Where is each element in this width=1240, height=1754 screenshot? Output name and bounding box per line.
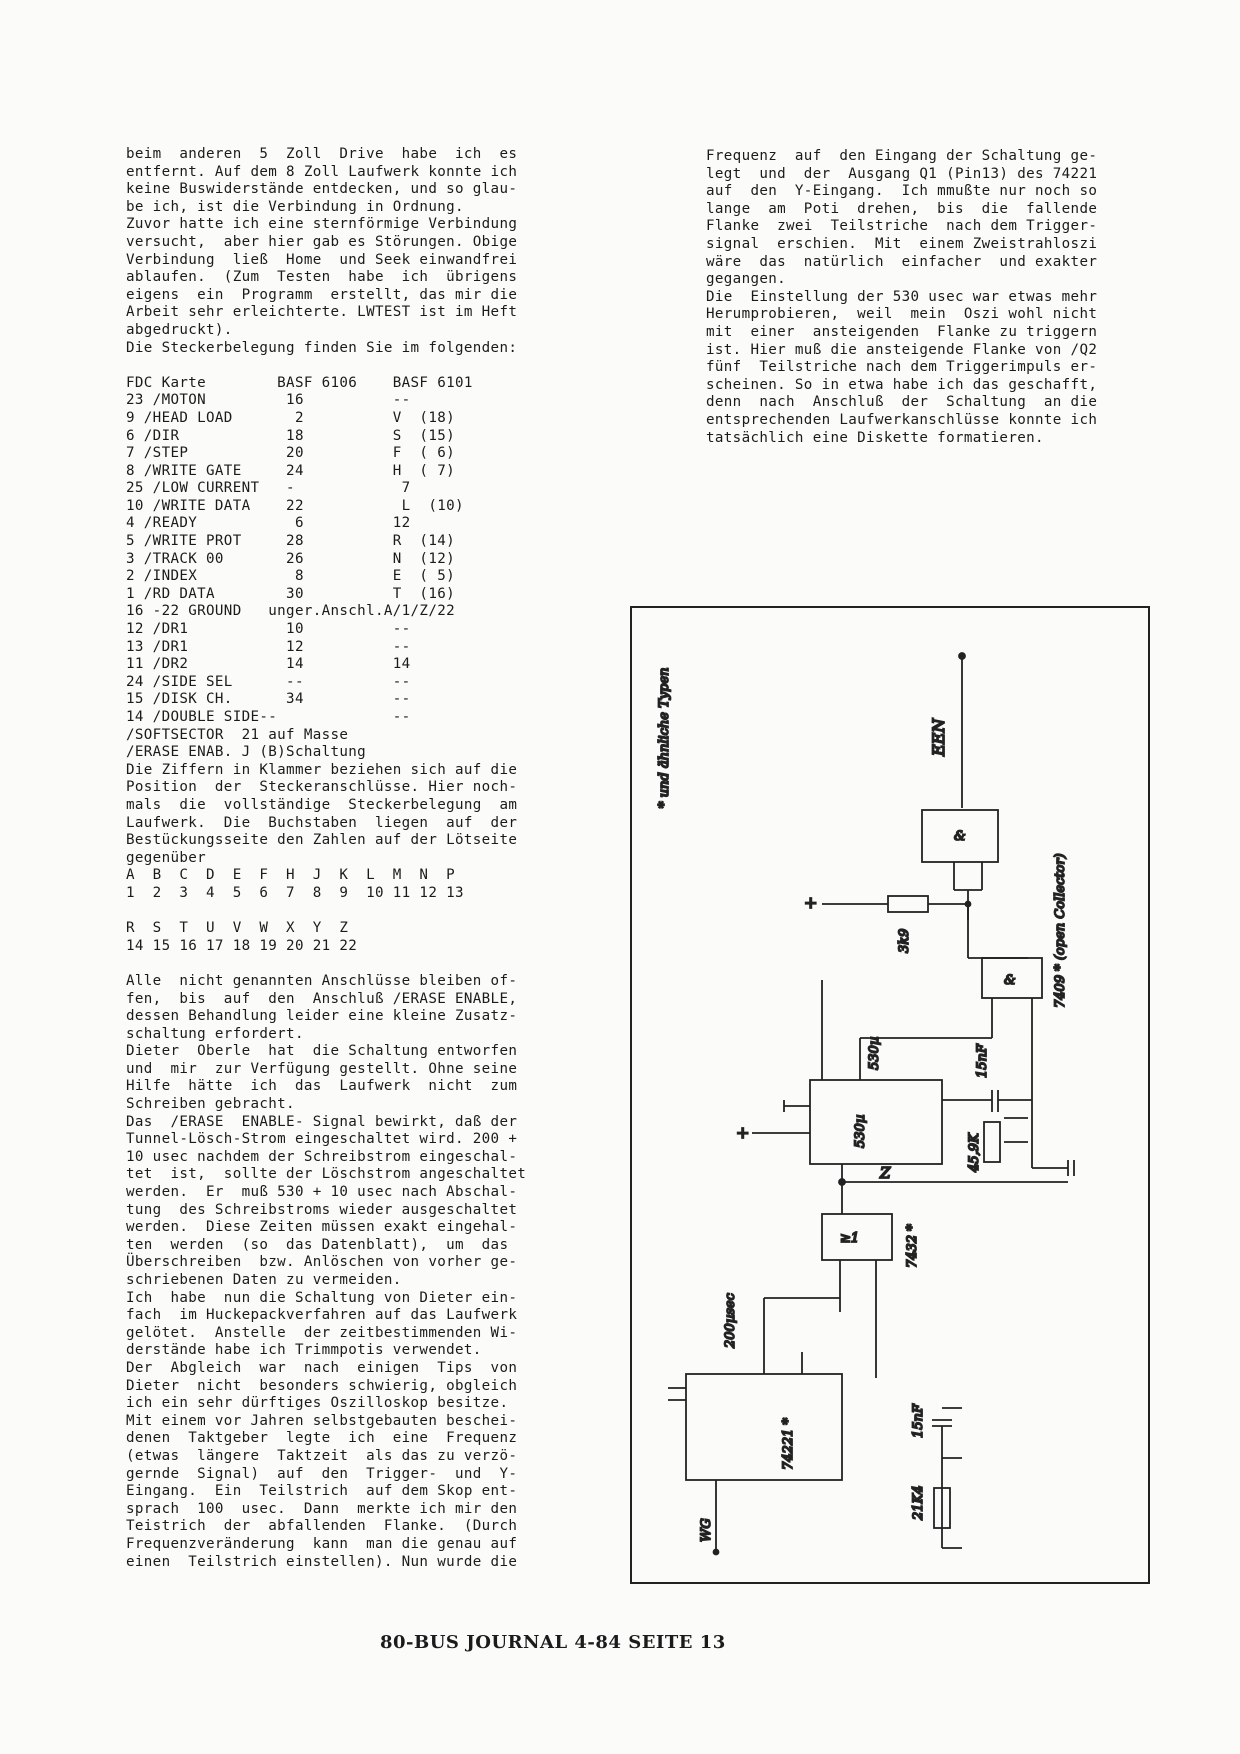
ic-74221-label: 74221 * [781, 1418, 796, 1470]
text-line: (etwas längere Taktzeit als das zu verzö- [126, 1447, 518, 1464]
text-line: fünf Teilstriche nach dem Triggerimpuls er- [706, 359, 1098, 376]
text-line: legt und der Ausgang Q1 (Pin13) des 74221 [706, 165, 1098, 182]
text-line: Teistrich der abfallenden Flanke. (Durch [126, 1518, 518, 1535]
text-line: Die Steckerbelegung finden Sie im folgenden: [126, 339, 518, 356]
text-line: Zuvor hatte ich eine sternförmige Verbindung [126, 216, 518, 233]
text-line: fen, bis auf den Anschluß /ERASE ENABLE, [126, 990, 518, 1007]
text-line: schaltung erfordert. [126, 1025, 304, 1042]
page-footer: 80-BUS JOURNAL 4-84 SEITE 13 [380, 1632, 726, 1653]
text-line: 3 /TRACK 00 26 N (12) [126, 550, 455, 567]
text-line: 25 /LOW CURRENT - 7 [126, 480, 411, 497]
left-text-column [126, 146, 596, 1571]
text-line: eigens ein Programm erstellt, das mir die [126, 286, 518, 303]
text-line: gegenüber [126, 849, 207, 866]
text-line: 12 /DR1 10 -- [126, 621, 411, 638]
plus-supply: + [804, 893, 818, 912]
text-line: /SOFTSECTOR 21 auf Masse [126, 726, 349, 743]
text-line: 1 /RD DATA 30 T (16) [126, 585, 455, 602]
text-line: 6 /DIR 18 S (15) [126, 427, 455, 444]
text-line: 15 /DISK CH. 34 -- [126, 691, 411, 708]
text-line: Die Ziffern in Klammer beziehen sich auf die [126, 761, 518, 778]
text-line: mit einer ansteigenden Flanke zu triggern [706, 323, 1098, 340]
right-text-column [706, 148, 1176, 447]
text-line: denn nach Anschluß der Schaltung an die [706, 394, 1098, 411]
text-line: 8 /WRITE GATE 24 H ( 7) [126, 462, 455, 479]
text-line: entsprechenden Laufwerkanschlüsse konnte ich [706, 411, 1098, 428]
text-line: ten werden (so das Datenblatt), um das [126, 1236, 509, 1253]
cap-15nf-label: 15nF [975, 1044, 990, 1078]
text-line: einen Teilstrich einstellen). Nun wurde die [126, 1553, 518, 1570]
ic-7409-label: 7409 * (open Collector) [1053, 853, 1068, 1008]
text-line: 14 15 16 17 18 19 20 21 22 [126, 937, 358, 954]
resistor-21k4-label: 21K4 [911, 1485, 926, 1520]
text-line: Überschreiben bzw. Anlöschen von vorher ge- [126, 1254, 518, 1271]
text-line: Alle nicht genannten Anschlüsse bleiben of- [126, 972, 518, 989]
pulse-200-label: 200µsec [723, 1293, 738, 1348]
text-line: mals die vollständige Steckerbelegung am [126, 796, 518, 813]
text-line: Position der Steckeranschlüsse. Hier noch- [126, 779, 518, 796]
text-line: abgedruckt). [126, 321, 233, 338]
plus-supply-2: + [736, 1123, 750, 1142]
text-line: 1 2 3 4 5 6 7 8 9 10 11 12 13 [126, 884, 464, 901]
text-line: Der Abgleich war nach einigen Tips von [126, 1359, 518, 1376]
text-line: schriebenen Daten zu vermeiden. [126, 1272, 402, 1288]
text-line: 10 /WRITE DATA 22 L (10) [126, 497, 464, 514]
text-line: tatsächlich eine Diskette formatieren. [706, 429, 1044, 446]
pulse-530-inner: 530µ [853, 1114, 868, 1148]
text-line: keine Buswiderstände entdecken, und so glau- [126, 181, 518, 198]
gate-7432-symbol: ≥1 [840, 1231, 860, 1246]
text-line: entfernt. Auf dem 8 Zoll Laufwerk konnte ich [126, 163, 518, 180]
text-line: 7 /STEP 20 F ( 6) [126, 445, 455, 462]
text-line: R S T U V W X Y Z [126, 920, 349, 937]
text-line: Eingang. Ein Teilstrich auf dem Skop ent- [126, 1483, 518, 1500]
text-line: derstände habe ich Trimmpotis verwendet. [126, 1342, 482, 1359]
text-line: Schreiben gebracht. [126, 1096, 295, 1113]
text-line: wäre das natürlich einfacher und exakter [706, 253, 1098, 270]
text-line: Tunnel-Lösch-Strom eingeschaltet wird. 200 + [126, 1131, 518, 1148]
text-line: Herumprobieren, weil mein Oszi wohl nicht [706, 306, 1098, 323]
z-label: Z [880, 1164, 891, 1182]
wg-label: WG [699, 1518, 714, 1542]
text-line: lange am Poti drehen, bis die fallende [706, 200, 1098, 217]
text-line: denen Taktgeber legte ich eine Frequenz [126, 1430, 518, 1447]
resistor-3k9-label: 3k9 [897, 928, 912, 953]
cap-15nf-2-label: 15nF [911, 1404, 926, 1438]
pulse-530-label: 530µ [867, 1036, 882, 1070]
text-line [126, 357, 596, 375]
text-line: beim anderen 5 Zoll Drive habe ich es [126, 146, 518, 162]
trimmer-45k-label: 45,9K [967, 1133, 982, 1172]
text-line: Bestückungsseite den Zahlen auf der Lötseite [126, 832, 518, 849]
text-line: 9 /HEAD LOAD 2 V (18) [126, 409, 455, 426]
text-line: sprach 100 usec. Dann merkte ich mir den [126, 1500, 518, 1517]
text-line: signal erschien. Mit einem Zweistrahloszi [706, 235, 1098, 252]
text-line: gernde Signal) auf den Trigger- und Y- [126, 1465, 518, 1482]
text-line: auf den Y-Eingang. Ich mmußte nur noch so [706, 183, 1098, 200]
text-line: 5 /WRITE PROT 28 R (14) [126, 533, 455, 550]
resistor-3k9 [888, 896, 928, 912]
text-line: /ERASE ENAB. J (B)Schaltung [126, 744, 367, 761]
text-line: ablaufen. (Zum Testen habe ich übrigens [126, 269, 518, 286]
text-line [126, 955, 596, 973]
ic-74221-upper [810, 1080, 942, 1164]
text-line [126, 903, 596, 921]
ic-74221-lower [686, 1374, 842, 1480]
text-line: gegangen. [706, 271, 787, 288]
text-line: Das /ERASE ENABLE- Signal bewirkt, daß der [126, 1113, 518, 1130]
text-line: werden. Er muß 530 + 10 usec nach Abschal- [126, 1184, 518, 1201]
text-line: Mit einem vor Jahren selbstgebauten beschei- [126, 1412, 518, 1429]
schematic-note: * und ähnliche Typen [657, 667, 672, 808]
text-line: fach im Huckepackverfahren auf das Laufwerk [126, 1307, 518, 1324]
text-line: 11 /DR2 14 14 [126, 656, 411, 673]
text-line: versucht, aber hier gab es Störungen. Obige [126, 233, 518, 250]
een-label: EEN [929, 718, 948, 756]
text-line: Flanke zwei Teilstriche nach dem Trigger- [706, 218, 1098, 235]
text-line: dessen Behandlung leider eine kleine Zusatz- [126, 1008, 518, 1025]
text-line: Frequenz auf den Eingang der Schaltung ge- [706, 148, 1098, 164]
text-line: 2 /INDEX 8 E ( 5) [126, 568, 455, 585]
text-line: 16 -22 GROUND unger.Anschl.A/1/Z/22 [126, 603, 455, 620]
text-line: 24 /SIDE SEL -- -- [126, 673, 411, 690]
trimmer-45k [984, 1122, 1000, 1162]
text-line: gelötet. Anstelle der zeitbestimmenden Wi- [126, 1324, 518, 1341]
text-line: tung des Schreibstroms wieder ausgeschaltet [126, 1201, 518, 1218]
circuit-schematic [630, 606, 1150, 1584]
text-line: Hilfe hätte ich das Laufwerk nicht zum [126, 1078, 518, 1095]
text-line: werden. Diese Zeiten müssen exakt eingehal- [126, 1219, 518, 1236]
text-line: be ich, ist die Verbindung in Ordnung. [126, 198, 464, 215]
text-line: Dieter nicht besonders schwierig, obgleich [126, 1377, 518, 1394]
text-line: 23 /MOTON 16 -- [126, 392, 411, 409]
text-line: Dieter Oberle hat die Schaltung entworfen [126, 1043, 518, 1060]
text-line: 14 /DOUBLE SIDE-- -- [126, 709, 411, 725]
schematic-drawing [632, 608, 1148, 1582]
text-line: FDC Karte BASF 6106 BASF 6101 [126, 374, 473, 391]
text-line: scheinen. So in etwa habe ich das geschafft, [706, 376, 1098, 393]
text-line: Laufwerk. Die Buchstaben liegen auf der [126, 814, 518, 831]
text-line: tet ist, sollte der Löschstrom angeschaltet [126, 1166, 527, 1183]
gate-upper-symbol: & [954, 829, 966, 844]
text-line: und mir zur Verfügung gestellt. Ohne seine [126, 1060, 518, 1077]
text-line: ist. Hier muß die ansteigende Flanke von /Q2 [706, 341, 1098, 358]
text-line: Verbindung ließ Home und Seek einwandfrei [126, 251, 518, 268]
text-line: 13 /DR1 12 -- [126, 638, 411, 655]
text-line: 4 /READY 6 12 [126, 515, 411, 532]
text-line: Frequenzveränderung kann man die genau auf [126, 1535, 518, 1552]
ic-7432-label: 7432 * [905, 1224, 920, 1268]
text-line: ich ein sehr dürftiges Oszilloskop besitze. [126, 1395, 509, 1412]
text-line: Ich habe nun die Schaltung von Dieter ein- [126, 1289, 518, 1306]
text-line: Die Einstellung der 530 usec war etwas mehr [706, 288, 1098, 305]
text-line: 10 usec nachdem der Schreibstrom eingeschal- [126, 1148, 518, 1165]
gate-7409-symbol: & [1004, 973, 1016, 988]
text-line: A B C D E F H J K L M N P [126, 867, 455, 884]
text-line: Arbeit sehr erleichterte. LWTEST ist im Heft [126, 304, 518, 321]
